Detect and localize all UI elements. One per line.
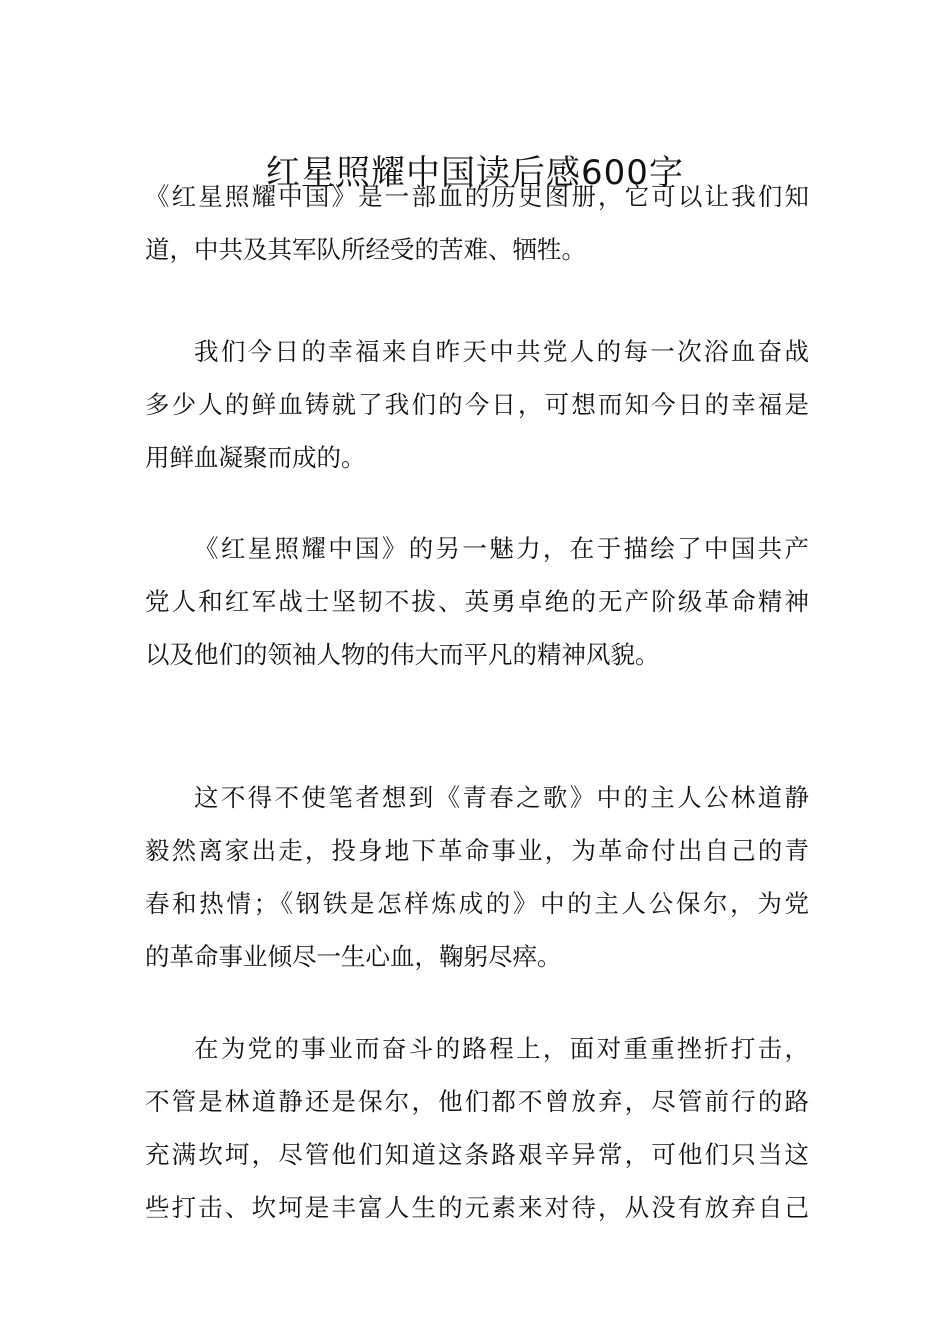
document-title: 红星照耀中国读后感600字 xyxy=(266,152,684,193)
paragraph-line: 以及他们的领袖人物的伟大而平凡的精神风貌。 xyxy=(145,640,660,669)
paragraph-line: 这不得不使笔者想到《青春之歌》中的主人公林道静 xyxy=(194,783,809,812)
paragraph-line: 的革命事业倾尽一生心血，鞠躬尽瘁。 xyxy=(145,942,562,971)
paragraph-line: 党人和红军战士坚韧不拔、英勇卓绝的无产阶级革命精神 xyxy=(145,587,809,616)
paragraph-1 xyxy=(145,170,809,276)
paragraph-line: 毅然离家出走，投身地下革命事业，为革命付出自己的青 xyxy=(145,836,809,865)
paragraph-line: 春和热情；《钢铁是怎样炼成的》中的主人公保尔，为党 xyxy=(145,889,809,918)
paragraph-5 xyxy=(145,1022,809,1234)
paragraph-line: 些打击、坎坷是丰富人生的元素来对待，从没有放弃自己 xyxy=(145,1193,809,1222)
paragraph-line: 充满坎坷，尽管他们知道这条路艰辛异常，可他们只当这 xyxy=(145,1140,809,1169)
paragraph-line: 在为党的事业而奋斗的路程上，面对重重挫折打击， xyxy=(194,1034,809,1063)
paragraph-line: 《红星照耀中国》是一部血的历史图册，它可以让我们知 xyxy=(145,182,809,211)
paragraph-2 xyxy=(145,325,809,484)
paragraph-4 xyxy=(145,771,809,983)
paragraph-3 xyxy=(145,522,809,681)
paragraph-line: 《红星照耀中国》的另一魅力，在于描绘了中国共产 xyxy=(194,534,809,563)
paragraph-line: 多少人的鲜血铸就了我们的今日，可想而知今日的幸福是 xyxy=(145,390,809,419)
paragraph-line: 用鲜血凝聚而成的。 xyxy=(145,443,366,472)
paragraph-line: 道，中共及其军队所经受的苦难、牺牲。 xyxy=(145,235,586,264)
paragraph-line: 不管是林道静还是保尔，他们都不曾放弃，尽管前行的路 xyxy=(145,1087,809,1116)
paragraph-line: 我们今日的幸福来自昨天中共党人的每一次浴血奋战 xyxy=(194,337,809,366)
